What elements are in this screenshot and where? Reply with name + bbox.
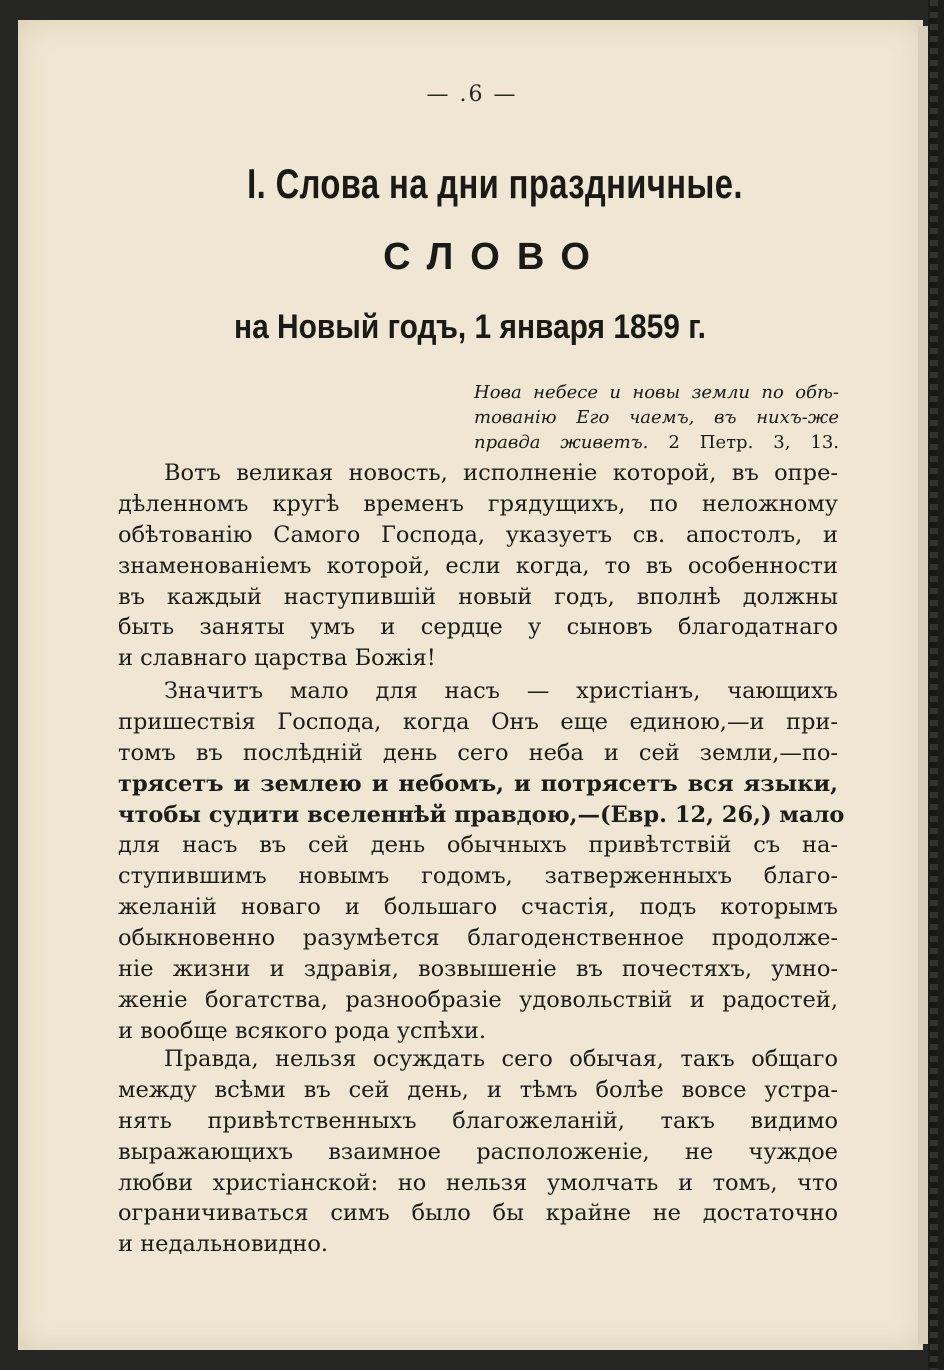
epigraph-line: Нова небесе и новы земли по обѣ- (474, 382, 839, 403)
epigraph-reference: 2 Петр. 3, 13. (668, 432, 839, 453)
paragraph-line: трясетъ и землею и небомъ, и потрясетъ вся языки, (118, 770, 838, 797)
paragraph-line: ограничиваться симъ было бы крайне не достаточно (118, 1200, 838, 1227)
paragraph-line: обыкновенно разумѣется благоденственное продолже- (118, 925, 838, 952)
paragraph-3 (118, 1044, 838, 1260)
paragraph-line: желаній новаго и большаго счастія, подъ которымъ (118, 894, 838, 921)
paragraph-2 (118, 676, 845, 1047)
section-title: I. Слова на дни праздничные. (247, 160, 743, 207)
paragraph-line: пришествія Господа, когда Онъ еще единою,—и при- (118, 708, 838, 735)
paragraph-line: Вотъ великая новость, исполненіе которой, въ опре- (164, 460, 838, 486)
paragraph-1 (118, 458, 838, 674)
paragraph-line: нять привѣтственныхъ благожеланій, такъ видимо (118, 1107, 838, 1134)
page-edge (918, 26, 928, 1344)
paragraph-line: и вообще всякого рода успѣхи. (118, 1017, 487, 1044)
sermon-heading: СЛОВО (383, 236, 607, 278)
paragraph-line: Значитъ мало для насъ — христіанъ, чающихъ (164, 678, 838, 704)
paragraph-line: томъ въ послѣдній день сего неба и сей земли,—по- (118, 739, 838, 766)
paragraph-line: любви христіанской: но нельзя умолчать и томъ, что (118, 1169, 838, 1196)
epigraph-line-last (474, 430, 839, 455)
paragraph-line: и славнаго царства Божія! (118, 645, 436, 672)
paragraph-line: ніе жизни и здравія, возвышеніе въ почестяхъ, умно- (118, 956, 838, 983)
paragraph-line: знаменованіемъ которой, если когда, то въ особенности (118, 552, 838, 579)
scanner-scale-strip (930, 0, 938, 1370)
page-number: — .6 — (426, 82, 518, 107)
epigraph-line: тованію Его чаемъ, въ нихъ-же (474, 407, 839, 428)
epigraph-line: правда живетъ. (474, 432, 649, 453)
paragraph-line: выражающихъ взаимное расположеніе, не чуждое (118, 1138, 838, 1165)
paragraph-line: для насъ въ сей день обычныхъ привѣтствій съ на- (118, 832, 838, 859)
paragraph-line: между всѣми въ сей день, и тѣмъ болѣе вовсе устра- (118, 1076, 838, 1103)
paragraph-line: Правда, нельзя осуждать сего обычая, такъ общаго (164, 1046, 838, 1072)
paragraph-line: дѣленномъ кругѣ временъ грядущихъ, по неложному (118, 490, 838, 517)
paragraph-line: ступившимъ новымъ годомъ, затверженныхъ благо- (118, 863, 838, 890)
paragraph-line: женіе богатства, разнообразіе удовольствій и радостей, (118, 986, 838, 1013)
epigraph (474, 380, 839, 455)
paragraph-line: чтобы судити вселеннѣй правдою,—(Евр. 12, 26,) мало (118, 801, 845, 828)
paragraph-line: обѣтованію Самого Господа, указуетъ св. апостолъ, и (118, 521, 838, 548)
sermon-occasion: на Новый годъ, 1 января 1859 г. (234, 308, 706, 346)
paragraph-line: быть заняты умъ и сердце у сыновъ благодатнаго (118, 614, 838, 641)
paragraph-line: въ каждый наступившій новый годъ, вполнѣ должны (118, 583, 838, 610)
paragraph-line: и недальновидно. (118, 1231, 329, 1258)
